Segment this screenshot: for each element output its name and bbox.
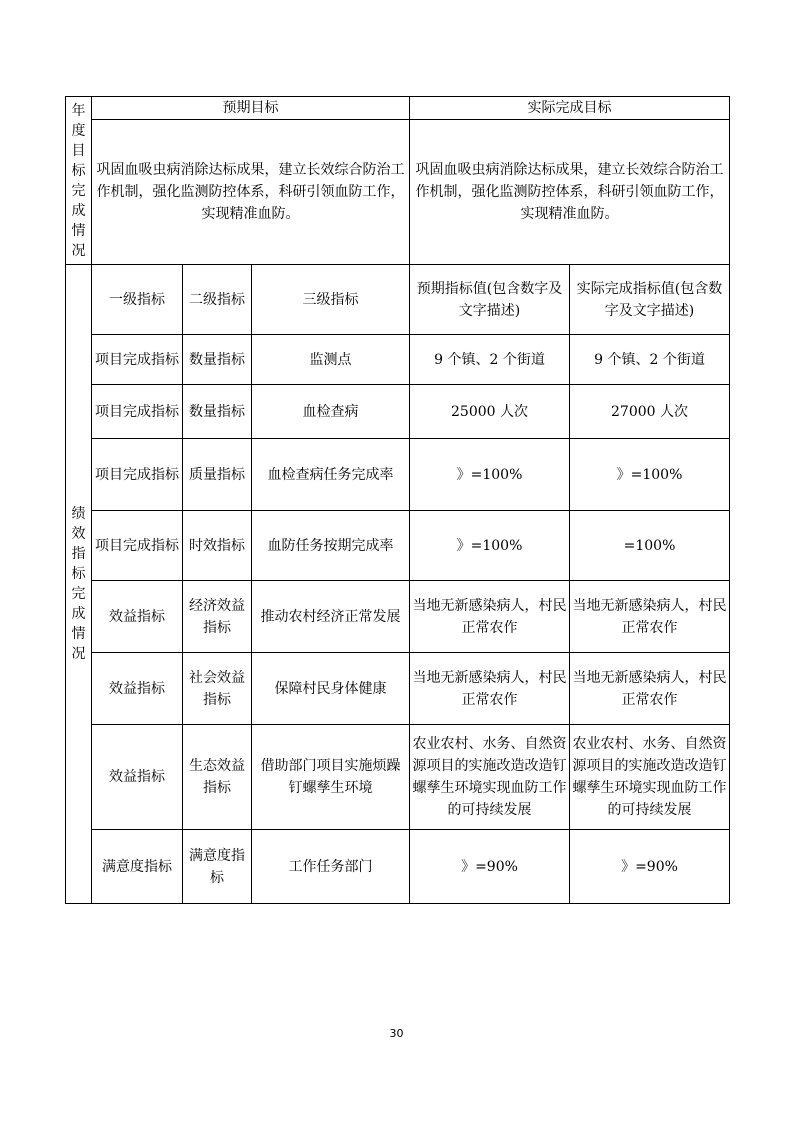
table-row <box>66 335 730 385</box>
page-number: 30 <box>389 1027 404 1040</box>
row-actual: 9 个镇、2 个街道 <box>570 335 730 385</box>
row-planned: 》=100% <box>410 511 570 581</box>
row-planned: 25000 人次 <box>410 385 570 439</box>
row-actual: 当地无新感染病人，村民正常农作 <box>570 581 730 653</box>
header-level1: 一级指标 <box>92 265 183 335</box>
header-level3: 三级指标 <box>252 265 410 335</box>
row-level1: 效益指标 <box>92 581 183 653</box>
row-planned: 9 个镇、2 个街道 <box>410 335 570 385</box>
row-level3: 借助部门项目实施烦躁钉螺孳生环境 <box>252 725 410 830</box>
row-level3: 血防任务按期完成率 <box>252 511 410 581</box>
header-planned-value: 预期指标值(包含数字及文字描述) <box>410 265 570 335</box>
planned-goal-text: 巩固血吸虫病消除达标成果，建立长效综合防治工作机制，强化监测防控体系，科研引领血防工作，实现精准血防。 <box>92 120 410 265</box>
table-row <box>66 725 730 830</box>
row-actual: 农业农村、水务、自然资源项目的实施改造改造钉螺孳生环境实现血防工作的可持续发展 <box>570 725 730 830</box>
goal-header-row <box>66 97 730 120</box>
table-row <box>66 439 730 511</box>
row-level3: 保障村民身体健康 <box>252 653 410 725</box>
header-level2: 二级指标 <box>183 265 252 335</box>
row-actual: 27000 人次 <box>570 385 730 439</box>
table-row <box>66 511 730 581</box>
header-actual-value: 实际完成指标值(包含数字及文字描述) <box>570 265 730 335</box>
performance-table <box>65 96 730 904</box>
row-actual: 当地无新感染病人，村民正常农作 <box>570 653 730 725</box>
actual-goal-text: 巩固血吸虫病消除达标成果，建立长效综合防治工作机制，强化监测防控体系，科研引领血防工作，实现精准血防。 <box>410 120 730 265</box>
row-planned: 当地无新感染病人，村民正常农作 <box>410 581 570 653</box>
table-row <box>66 830 730 904</box>
row-level1: 项目完成指标 <box>92 439 183 511</box>
row-level1: 满意度指标 <box>92 830 183 904</box>
row-level1: 效益指标 <box>92 653 183 725</box>
row-level1: 项目完成指标 <box>92 511 183 581</box>
table-row <box>66 653 730 725</box>
row-level2: 时效指标 <box>183 511 252 581</box>
row-level2: 生态效益指标 <box>183 725 252 830</box>
row-level1: 效益指标 <box>92 725 183 830</box>
indicator-header-row <box>66 265 730 335</box>
row-level2: 数量指标 <box>183 385 252 439</box>
performance-indicator-label: 绩效指标完成情况 <box>66 265 92 904</box>
row-level1: 项目完成指标 <box>92 385 183 439</box>
row-level3: 监测点 <box>252 335 410 385</box>
annual-goal-label: 年度目标完成情况 <box>66 97 92 265</box>
actual-goal-header: 实际完成目标 <box>410 97 730 120</box>
row-level2: 质量指标 <box>183 439 252 511</box>
planned-goal-header: 预期目标 <box>92 97 410 120</box>
row-planned: 农业农村、水务、自然资源项目的实施改造改造钉螺孳生环境实现血防工作的可持续发展 <box>410 725 570 830</box>
row-level2: 满意度指标 <box>183 830 252 904</box>
goal-content-row <box>66 120 730 265</box>
row-level3: 工作任务部门 <box>252 830 410 904</box>
row-level3: 推动农村经济正常发展 <box>252 581 410 653</box>
row-planned: 》=90% <box>410 830 570 904</box>
table-row <box>66 581 730 653</box>
row-planned: 当地无新感染病人，村民正常农作 <box>410 653 570 725</box>
row-level1: 项目完成指标 <box>92 335 183 385</box>
row-level2: 经济效益指标 <box>183 581 252 653</box>
row-level3: 血检查病任务完成率 <box>252 439 410 511</box>
row-actual: 》=90% <box>570 830 730 904</box>
row-level2: 社会效益指标 <box>183 653 252 725</box>
row-level3: 血检查病 <box>252 385 410 439</box>
row-planned: 》=100% <box>410 439 570 511</box>
row-level2: 数量指标 <box>183 335 252 385</box>
table-row <box>66 385 730 439</box>
row-actual: =100% <box>570 511 730 581</box>
row-actual: 》=100% <box>570 439 730 511</box>
